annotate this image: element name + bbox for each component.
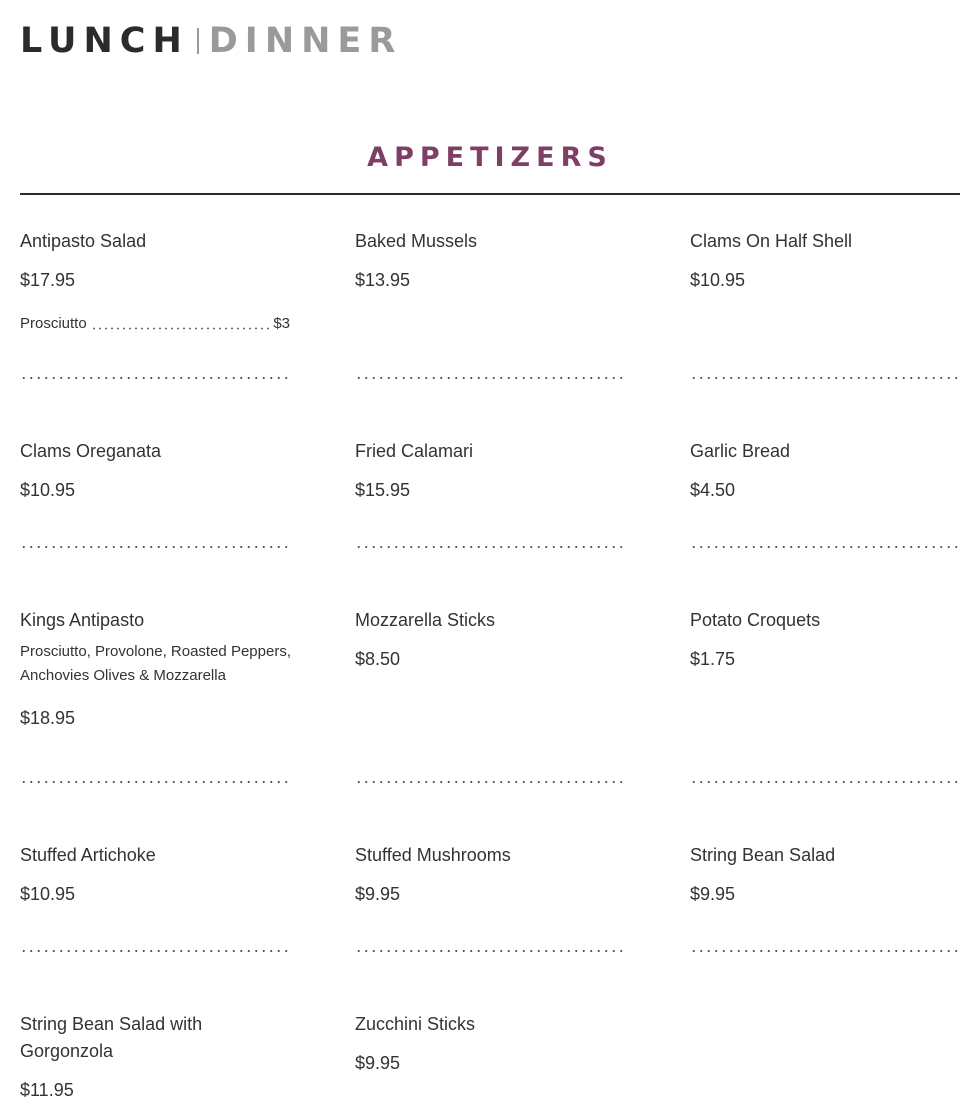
addon-leader-dots xyxy=(91,322,270,330)
menu-item xyxy=(355,1011,635,1077)
item-price: $4.50 xyxy=(690,480,736,500)
item-name: Potato Croquets xyxy=(690,610,821,630)
item-name: Stuffed Mushrooms xyxy=(355,845,511,865)
item-price: $17.95 xyxy=(20,270,76,290)
menu-item xyxy=(20,228,300,334)
section-title: APPETIZERS xyxy=(367,142,613,173)
item-separator-dots xyxy=(20,780,292,784)
menu-item xyxy=(355,438,635,504)
item-price: $10.95 xyxy=(690,270,746,290)
item-separator-dots xyxy=(20,376,292,380)
item-name: Garlic Bread xyxy=(690,441,791,461)
item-separator-dots xyxy=(20,949,292,953)
item-addon xyxy=(20,314,290,334)
menu-item xyxy=(20,607,300,732)
item-separator-dots xyxy=(690,949,960,953)
item-name: Baked Mussels xyxy=(355,231,478,251)
item-price: $11.95 xyxy=(20,1080,74,1100)
menu-item xyxy=(690,607,960,673)
item-description: Prosciutto, Provolone, Roasted Peppers, Anchovies Olives & Mozzarella xyxy=(20,643,291,684)
menu-item xyxy=(690,228,960,294)
menu-item xyxy=(355,228,635,294)
item-price: $15.95 xyxy=(355,480,411,500)
item-price: $8.50 xyxy=(355,649,401,669)
item-separator-dots xyxy=(690,545,960,549)
item-price: $18.95 xyxy=(20,708,76,728)
item-name: Clams Oreganata xyxy=(20,441,162,461)
item-price: $1.75 xyxy=(690,649,736,669)
item-name: Zucchini Sticks xyxy=(355,1014,476,1034)
menu-item xyxy=(20,1011,240,1104)
tab-dinner[interactable]: DINNER xyxy=(208,20,403,61)
item-name: Clams On Half Shell xyxy=(690,231,853,251)
item-separator-dots xyxy=(355,949,627,953)
item-name: Antipasto Salad xyxy=(20,231,147,251)
item-price: $10.95 xyxy=(20,480,76,500)
item-price: $9.95 xyxy=(690,884,736,904)
item-separator-dots xyxy=(20,545,292,549)
item-name: Stuffed Artichoke xyxy=(20,845,156,865)
item-separator-dots xyxy=(355,545,627,549)
menu-item xyxy=(355,842,635,908)
tab-lunch[interactable]: LUNCH xyxy=(20,20,189,61)
item-name: Fried Calamari xyxy=(355,441,474,461)
menu-item xyxy=(20,842,300,908)
item-name: String Bean Salad with Gorgonzola xyxy=(20,1014,203,1061)
item-name: String Bean Salad xyxy=(690,845,836,865)
menu-item xyxy=(20,438,300,504)
item-name: Mozzarella Sticks xyxy=(355,610,496,630)
item-price: $13.95 xyxy=(355,270,411,290)
menu-item xyxy=(690,842,960,908)
item-price: $9.95 xyxy=(355,884,401,904)
item-separator-dots xyxy=(690,376,960,380)
item-price: $9.95 xyxy=(355,1053,401,1073)
addon-price: $3 xyxy=(273,315,290,332)
item-name: Kings Antipasto xyxy=(20,610,145,630)
item-price: $10.95 xyxy=(20,884,76,904)
menu-item xyxy=(690,438,960,504)
item-separator-dots xyxy=(355,376,627,380)
item-separator-dots xyxy=(690,780,960,784)
menu-item xyxy=(355,607,635,673)
addon-label: Prosciutto xyxy=(20,315,87,332)
item-separator-dots xyxy=(355,780,627,784)
